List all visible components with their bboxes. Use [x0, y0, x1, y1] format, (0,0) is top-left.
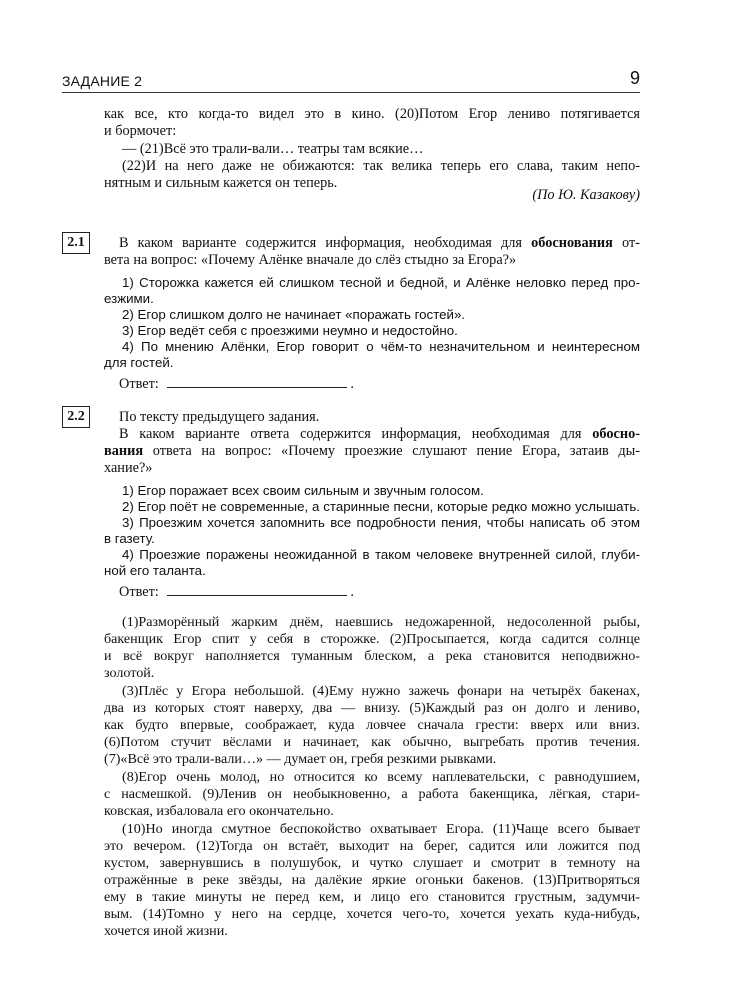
answer-option: 2) Егор поёт не современные, а старинные песни, которые редко можно услышать. — [122, 499, 640, 514]
text-line: (3)Плёс у Егора небольшой. (4)Ему нужно зажечь фонари на четырёх бакенах, — [122, 683, 640, 699]
page-number: 9 — [629, 68, 640, 88]
text-line: с насмешкой. (9)Ленив он необыкновенно, а работа бакенщика, лёгкая, стари- — [104, 786, 640, 802]
task-question: вета на вопрос: «Почему Алёнке вначале до слёз стыдно за Егора?» — [104, 252, 517, 268]
text-line: хочется иной жизни. — [104, 923, 228, 939]
answer-field[interactable]: Ответ: . — [119, 584, 354, 600]
text-line: нятным и сильным кажется он теперь. — [104, 175, 338, 191]
answer-option: 3) Егор ведёт себя с проезжими неумно и недостойно. — [122, 323, 458, 338]
text-line: (6)Потом стучит вёслами и начинает, как обычно, выгребать против течения. — [104, 734, 640, 750]
text-line: (22)И на него даже не обижаются: так велика теперь его слава, таким непо- — [122, 158, 640, 174]
section-title: ЗАДАНИЕ 2 — [62, 73, 143, 89]
answer-option: 2) Егор слишком долго не начинает «поражать гостей». — [122, 307, 466, 322]
text-line: вым. (14)Томно у него на сердце, хочется чего-то, хочется уехать куда-нибудь, — [104, 906, 640, 922]
answer-option: 4) По мнению Алёнки, Егор говорит о чём-то незначительном и неинтересном — [122, 339, 640, 354]
answer-option: 4) Проезжие поражены неожиданной в таком человеке внутренней силой, глуби- — [122, 547, 640, 562]
text-line: два из которых стоят наверху, два — внизу. (5)Каждый раз он долго и лениво, — [104, 700, 640, 716]
task-question: вания ответа на вопрос: «Почему проезжие слушают пение Егора, затаив ды- — [104, 443, 640, 459]
text-line: (1)Разморённый жарким днём, наевшись недожаренной, недосоленной рыбы, — [122, 614, 640, 630]
text-line: как будто впервые, соображает, куда ловчее сначала грести: вверх или вниз. — [104, 717, 640, 733]
task-question: В каком варианте ответа содержится информация, необходимая для обосно- — [119, 426, 640, 442]
source-attribution: (По Ю. Казакову) — [532, 187, 640, 203]
answer-option: ной его таланта. — [104, 563, 206, 578]
text-line: ковская, избаловала его окончательно. — [104, 803, 334, 819]
answer-option: езжими. — [104, 291, 154, 306]
text-line: и бормочет: — [104, 123, 177, 139]
text-line: и всё вокруг наполняется туманным блеском, а река становится неподвижно- — [104, 648, 640, 664]
text-line: кустом, завернувшись в полушубок, и чутко слушает и смотрит в темноту на — [104, 855, 640, 871]
header-divider — [62, 92, 640, 93]
text-line: (10)Но иногда смутное беспокойство охватывает Егора. (11)Чаще всего бывает — [122, 821, 640, 837]
text-line: это вечером. (12)Тогда он встаёт, выходит на берег, садится или ложится под — [104, 838, 640, 854]
text-line: бакенщик Егор спит у себя в сторожке. (2)Просыпается, когда садится солнце — [104, 631, 640, 647]
text-line: ему в такие минуты не перед кем, и лицо его становится грустным, задумчи- — [104, 889, 640, 905]
task-number: 2.1 — [62, 232, 90, 254]
text-line: — (21)Всё это трали-вали… театры там всякие… — [122, 141, 424, 157]
task-question: хание?» — [104, 460, 153, 476]
answer-option: для гостей. — [104, 355, 174, 370]
answer-option: в газету. — [104, 531, 155, 546]
answer-field[interactable]: Ответ: . — [119, 376, 354, 392]
task-question: По тексту предыдущего задания. — [119, 409, 320, 425]
text-line: (7)«Всё это трали-вали…» — думает он, гребя резкими рывками. — [104, 751, 497, 767]
answer-option: 1) Сторожка кажется ей слишком тесной и бедной, и Алёнке неловко перед про- — [122, 275, 640, 290]
text-line: золотой. — [104, 665, 155, 681]
text-line: отражённые в реке звёзды, на далёкие яркие огоньки бакенов. (13)Притворяться — [104, 872, 640, 888]
answer-option: 1) Егор поражает всех своим сильным и звучным голосом. — [122, 483, 484, 498]
task-question: В каком варианте содержится информация, необходимая для обоснования от- — [119, 235, 640, 251]
text-line: (8)Егор очень молод, но относится ко всему наплевательски, с равнодушием, — [122, 769, 640, 785]
text-line: как все, кто когда-то видел это в кино. (20)Потом Егор лениво потягивается — [104, 106, 640, 122]
answer-option: 3) Проезжим хочется запомнить все подробности пения, чтобы написать об этом — [122, 515, 640, 530]
task-number: 2.2 — [62, 406, 90, 428]
